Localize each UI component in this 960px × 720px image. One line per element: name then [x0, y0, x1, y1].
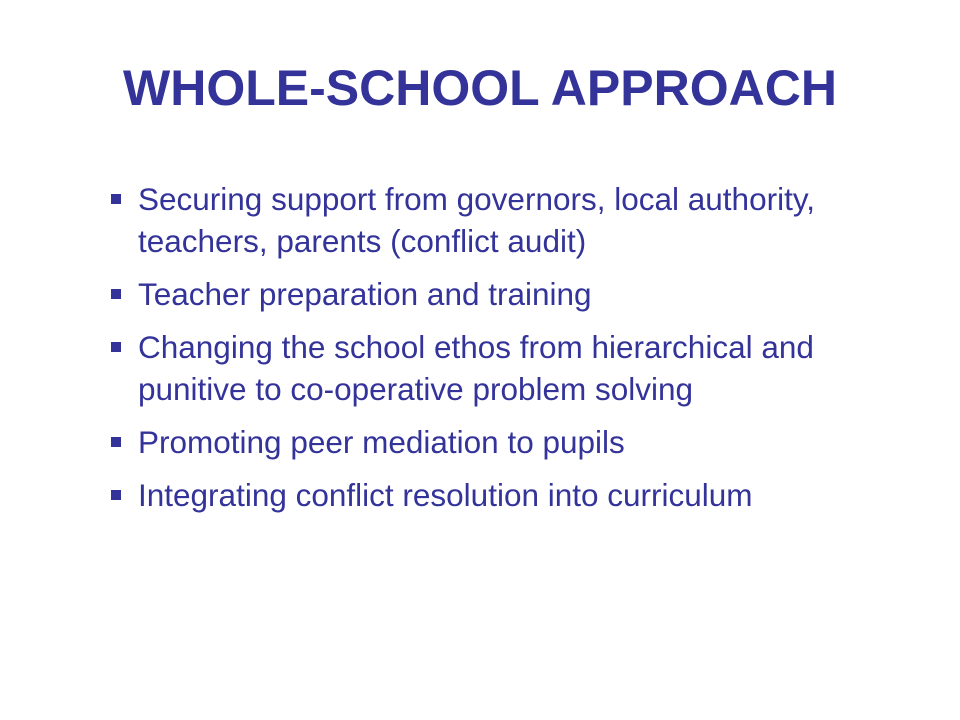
square-bullet-icon	[111, 289, 121, 299]
bullet-item	[107, 474, 907, 516]
bullet-item	[107, 273, 907, 315]
bullet-item	[107, 421, 907, 463]
bullet-item	[107, 178, 907, 262]
bullet-text: Changing the school ethos from hierarchical and punitive to co-operative problem solving	[138, 329, 814, 407]
square-bullet-icon	[111, 490, 121, 500]
bullet-text: Teacher preparation and training	[138, 276, 592, 312]
bullet-text: Integrating conflict resolution into curriculum	[138, 477, 753, 513]
square-bullet-icon	[111, 194, 121, 204]
bullet-text: Securing support from governors, local authority, teachers, parents (conflict audit)	[138, 181, 815, 259]
square-bullet-icon	[111, 437, 121, 447]
bullet-text: Promoting peer mediation to pupils	[138, 424, 625, 460]
square-bullet-icon	[111, 342, 121, 352]
bullet-item	[107, 326, 907, 410]
slide-title: WHOLE-SCHOOL APPROACH	[123, 60, 837, 116]
bullet-list	[107, 178, 907, 527]
